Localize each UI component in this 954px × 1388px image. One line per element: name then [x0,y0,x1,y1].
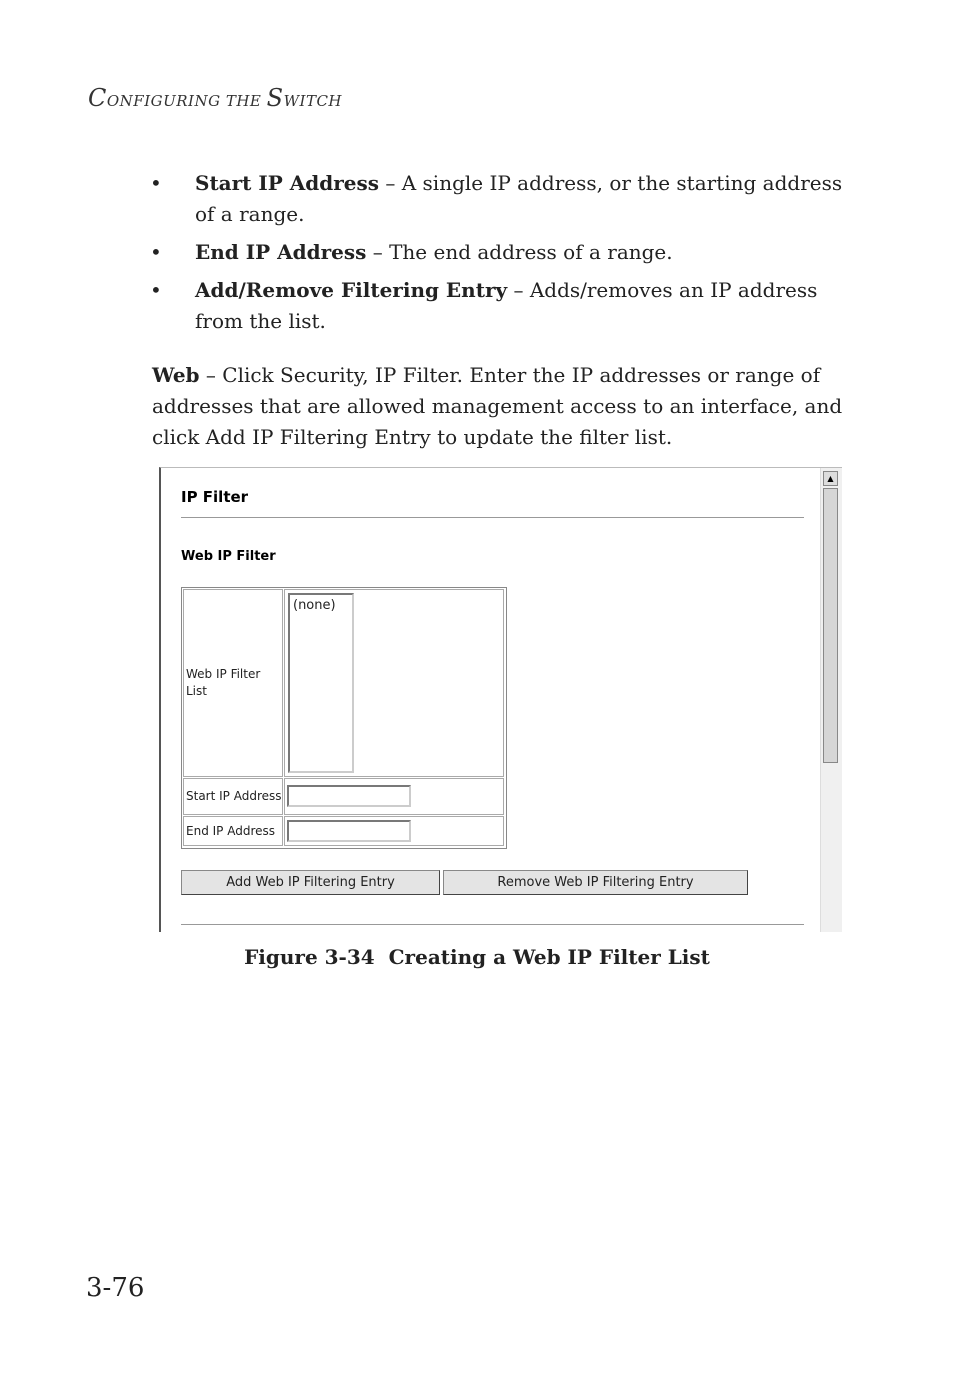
list-item: • Add/Remove Filtering Entry – Adds/removes an IP address from the list. [150,278,818,333]
list-item: • Start IP Address – A single IP address, or the starting address of a range. [150,171,843,226]
figure-caption [0,945,954,969]
list-item: • End IP Address – The end address of a range. [150,240,673,264]
running-head [88,84,342,112]
description: – Adds/removes an IP address from the list. [195,278,818,333]
ip-filter-screenshot [159,467,842,932]
divider [181,924,804,925]
list-label: Web IP Filter List [183,589,283,777]
description: – The end address of a range. [366,240,673,264]
running-head-initial-1: C [88,84,107,112]
start-ip-cell [284,778,504,815]
scroll-thumb[interactable] [823,488,838,763]
running-head-initial-2: S [266,84,284,112]
description: – Click Security, IP Filter. Enter the IP addresses or range of addresses that are allowed management access to an interface, and click Add IP Filtering Entry to update the filter list. [152,363,843,449]
end-ip-cell [284,816,504,846]
web-instructions [152,360,852,453]
figure-number: Figure 3-34 [244,945,375,969]
add-filter-button[interactable]: Add Web IP Filtering Entry [181,870,440,895]
term: Web [152,363,200,387]
filter-form-table [181,587,507,849]
end-ip-input[interactable] [287,820,411,842]
running-head-rest-2: WITCH [283,92,343,110]
page-number: 3-76 [86,1273,145,1303]
vertical-scrollbar[interactable] [820,468,842,932]
parameter-list [150,168,850,344]
figure-title: Creating a Web IP Filter List [388,945,710,969]
running-head-rest-1: ONFIGURING THE [106,92,267,110]
term: End IP Address [195,240,367,264]
divider [181,517,804,518]
remove-filter-button[interactable]: Remove Web IP Filtering Entry [443,870,748,895]
start-ip-label: Start IP Address [183,778,283,815]
list-cell [284,589,504,777]
description: – A single IP address, or the starting address of a range. [195,171,843,226]
scroll-up-icon[interactable]: ▲ [823,471,838,486]
term: Start IP Address [195,171,380,195]
start-ip-input[interactable] [287,785,411,807]
term: Add/Remove Filtering Entry [195,278,508,302]
end-ip-label: End IP Address [183,816,283,846]
page-title: IP Filter [181,488,249,506]
filter-listbox[interactable]: (none) [288,593,354,773]
section-title: Web IP Filter [181,549,276,564]
